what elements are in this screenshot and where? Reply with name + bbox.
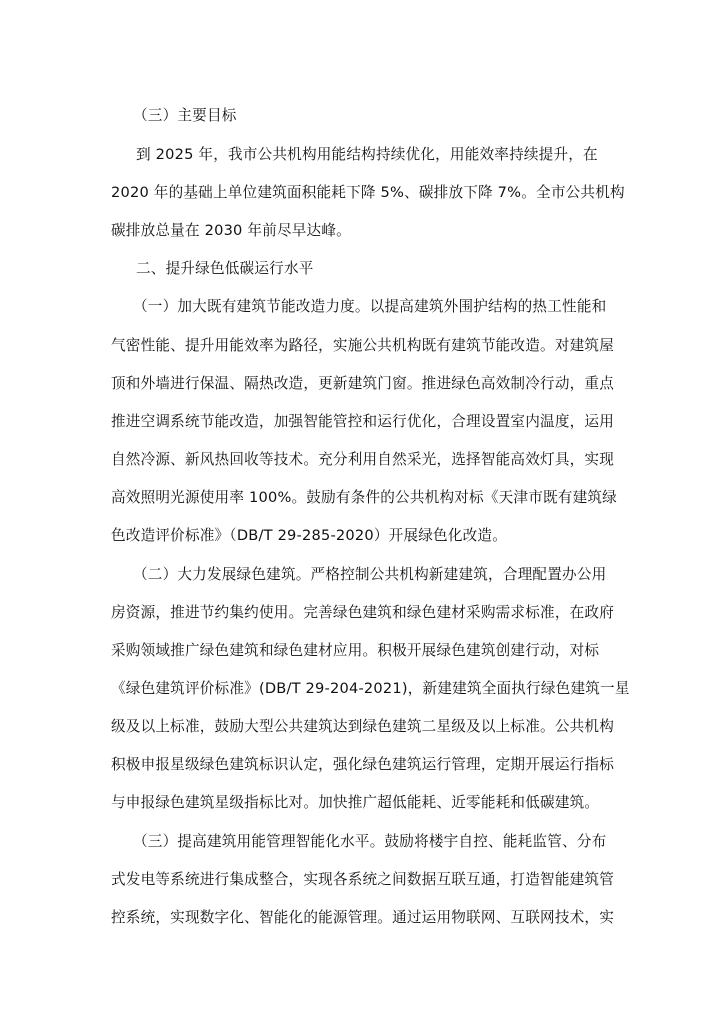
paragraph-line: 《绿色建筑评价标准》(DB/T 29-204-2021)，新建建筑全面执行绿色建筑一星 [111, 680, 630, 697]
paragraph-line: 色改造评价标准》（DB/T 29-285-2020）开展绿色化改造。 [111, 527, 508, 544]
chapter-heading-green-low-carbon: 二、提升绿色低碳运行水平 [136, 260, 314, 277]
paragraph-line: 气密性能、提升用能效率为路径，实施公共机构既有建筑节能改造。对建筑屋 [111, 337, 614, 354]
paragraph-line: 自然冷源、新风热回收等技术。充分利用自然采光，选择智能高效灯具，实现 [111, 451, 614, 468]
paragraph-line: 到 2025 年，我市公共机构用能结构持续优化，用能效率持续提升，在 [136, 146, 598, 163]
paragraph-line: 碳排放总量在 2030 年前尽早达峰。 [111, 222, 351, 239]
paragraph-line: （二）大力发展绿色建筑。严格控制公共机构新建建筑，合理配置办公用 [133, 566, 607, 583]
paragraph-line: 与申报绿色建筑星级指标比对。加快推广超低能耗、近零能耗和低碳建筑。 [111, 794, 600, 811]
paragraph-line: 推进空调系统节能改造，加强智能管控和运行优化，合理设置室内温度，运用 [111, 413, 614, 430]
section-heading-main-goals: （三）主要目标 [133, 107, 237, 124]
paragraph-line: 级及以上标准，鼓励大型公共建筑达到绿色建筑二星级及以上标准。公共机构 [111, 718, 614, 735]
paragraph-line: 式发电等系统进行集成整合，实现各系统之间数据互联互通，打造智能建筑管 [111, 871, 614, 888]
paragraph-line: 采购领域推广绿色建筑和绿色建材应用。积极开展绿色建筑创建行动，对标 [111, 642, 600, 659]
paragraph-line: 房资源，推进节约集约使用。完善绿色建筑和绿色建材采购需求标准，在政府 [111, 604, 614, 621]
paragraph-line: 顶和外墙进行保温、隔热改造，更新建筑门窗。推进绿色高效制冷行动，重点 [111, 375, 614, 392]
paragraph-line: 高效照明光源使用率 100%。鼓励有条件的公共机构对标《天津市既有建筑绿 [111, 489, 617, 506]
paragraph-line: 积极申报星级绿色建筑标识认定，强化绿色建筑运行管理，定期开展运行指标 [111, 756, 614, 773]
paragraph-line: （三）提高建筑用能管理智能化水平。鼓励将楼宇自控、能耗监管、分布 [133, 833, 607, 850]
paragraph-line: （一）加大既有建筑节能改造力度。以提高建筑外围护结构的热工性能和 [133, 298, 607, 315]
paragraph-line: 2020 年的基础上单位建筑面积能耗下降 5%、碳排放下降 7%。全市公共机构 [111, 184, 625, 201]
paragraph-line: 控系统，实现数字化、智能化的能源管理。通过运用物联网、互联网技术，实 [111, 909, 614, 926]
